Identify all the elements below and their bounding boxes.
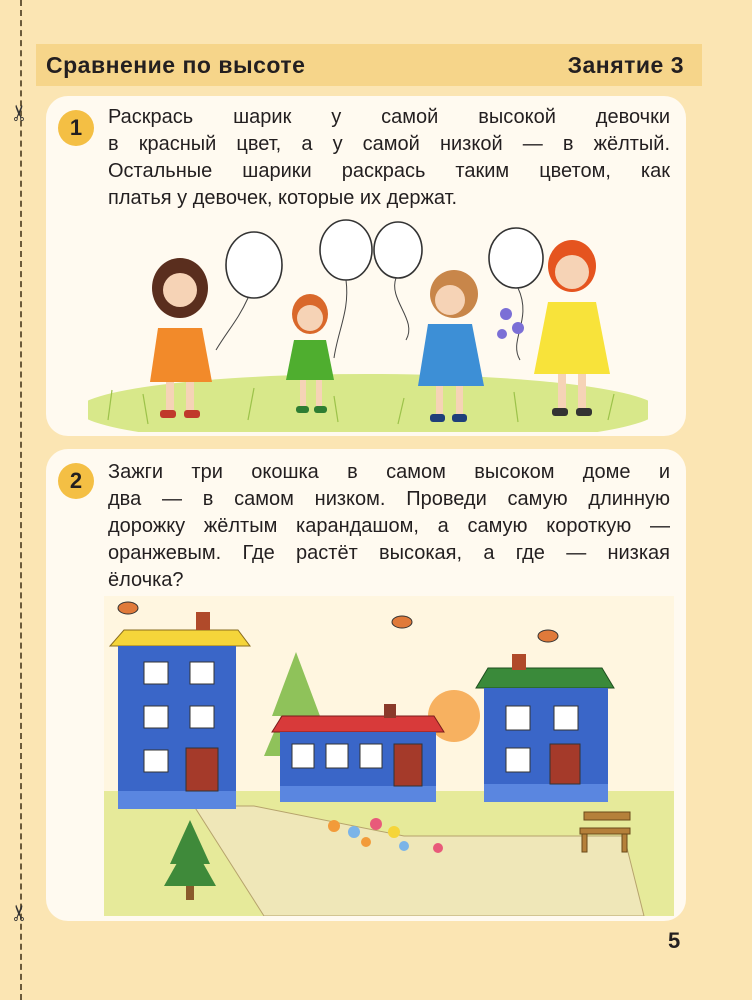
page-number: 5 (668, 928, 681, 953)
bluebell-flowers (497, 308, 524, 339)
task-line: Раскрась шарик у самой высокой девочки (108, 106, 670, 128)
task-line: дорожку жёлтым карандашом, а самую короткую — (108, 515, 670, 537)
task-number-badge: 1 (58, 110, 94, 146)
balloon (489, 228, 543, 288)
lesson-label: Занятие 3 (567, 51, 684, 78)
task-line: в красный цвет, а у самой низкой — в жёлтый. (108, 133, 670, 155)
task-line: два — в самом низком. Проведи самую длинную (108, 488, 670, 510)
houses-illustration (104, 596, 674, 916)
task-line: ёлочка? (108, 569, 184, 591)
section-header (36, 44, 702, 86)
task-line: Зажги три окошка в самом высоком доме и (108, 461, 670, 483)
section-title: Сравнение по высоте (46, 51, 306, 78)
task-line: Остальные шарики раскрась таким цветом, как (108, 160, 670, 182)
task-line: платья у девочек, которые их держат. (108, 187, 458, 209)
balloons (226, 220, 543, 298)
scissors-icon: ✂ (8, 903, 33, 922)
balloon (374, 222, 422, 278)
task-text (108, 459, 670, 594)
task-line: оранжевым. Где растёт высокая, а где — низкая (108, 542, 670, 564)
task-text (108, 104, 670, 212)
medium-house (476, 654, 614, 802)
girls-with-balloons-illustration (88, 210, 648, 432)
balloon (226, 232, 282, 298)
cut-line (20, 0, 22, 1000)
scissors-icon: ✂ (8, 103, 33, 122)
balloon (320, 220, 372, 280)
tall-house (110, 612, 250, 809)
task-number-badge: 2 (58, 463, 94, 499)
low-house (272, 704, 444, 802)
